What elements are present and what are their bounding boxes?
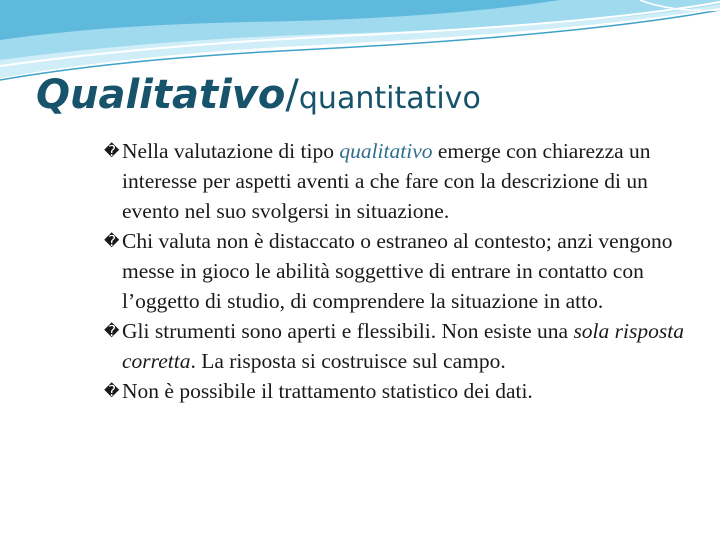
bullet-highlight: qualitativo xyxy=(339,139,433,163)
unknown-glyph-bullet-icon: � xyxy=(104,382,120,400)
unknown-glyph-bullet-icon: � xyxy=(104,232,120,250)
bullet-text: emerge con chiarezza un interesse per aspetti aventi a che fare con la descrizione di un evento nel suo svolgersi in situazione. xyxy=(122,139,651,223)
bullet-text: Nella valutazione di tipo xyxy=(122,139,340,163)
bullet-text: Chi valuta non è distaccato o estraneo al contesto; anzi vengono messe in gioco le abilità soggettive di entrare in contatto con l’oggetto di studio, di comprendere la situazione in atto. xyxy=(122,229,673,313)
unknown-glyph-bullet-icon: � xyxy=(104,142,120,160)
title-separator: / xyxy=(285,72,299,118)
bullet-item xyxy=(104,136,704,226)
unknown-glyph-bullet-icon: � xyxy=(104,322,120,340)
bullet-item xyxy=(104,226,704,316)
bullet-text: . La risposta si costruisce sul campo. xyxy=(190,349,506,373)
title-quantitativo: quantitativo xyxy=(298,81,481,116)
bullet-text: Gli strumenti sono aperti e flessibili. Non esiste una xyxy=(122,319,574,343)
bullet-text: Non è possibile il trattamento statistico dei dati. xyxy=(122,379,533,403)
page-title xyxy=(36,72,481,118)
bullet-emphasis: sola risposta corretta xyxy=(122,319,684,373)
title-qualitativo: Qualitativo xyxy=(36,72,286,118)
bullet-item xyxy=(104,376,704,406)
bullet-list xyxy=(104,136,704,406)
bullet-item xyxy=(104,316,704,376)
